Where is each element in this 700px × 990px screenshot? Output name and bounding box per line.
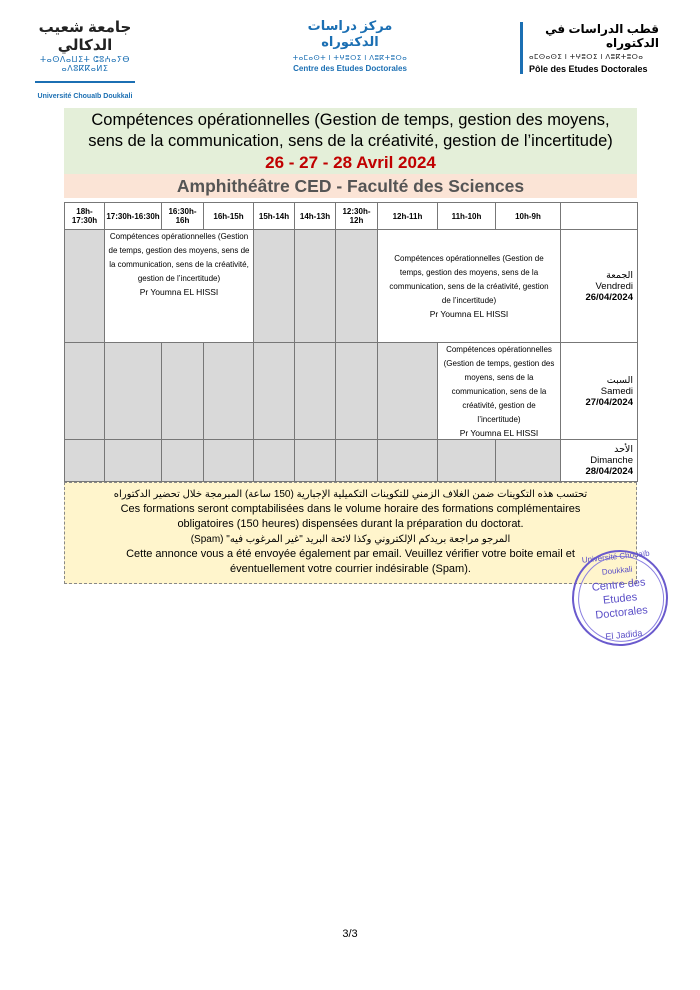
title-banner xyxy=(64,108,637,198)
event-location: Amphithéâtre CED - Faculté des Sciences xyxy=(64,174,637,198)
day-french: Samedi xyxy=(600,385,633,397)
official-stamp xyxy=(567,545,673,651)
empty-slot xyxy=(254,230,295,343)
university-logo xyxy=(30,18,140,100)
empty-slot xyxy=(378,440,438,482)
empty-slot xyxy=(162,440,204,482)
empty-slot xyxy=(204,343,254,440)
table-row-friday xyxy=(65,230,638,343)
header-cell: 15h-14h xyxy=(254,203,295,230)
header-cell: 16:30h-16h xyxy=(162,203,204,230)
ped-logo xyxy=(520,22,659,74)
header-row xyxy=(65,203,638,230)
empty-slot xyxy=(378,343,438,440)
day-arabic: الأحد xyxy=(614,444,633,455)
empty-slot xyxy=(496,440,561,482)
empty-slot xyxy=(295,230,336,343)
day-french: Dimanche xyxy=(590,455,633,466)
stamp-ring-text: Université Chouaïb Doukkali xyxy=(581,548,650,577)
event-dates: 26 - 27 - 28 Avril 2024 xyxy=(265,153,436,172)
notice-box xyxy=(64,482,637,584)
empty-slot xyxy=(65,343,105,440)
empty-slot xyxy=(336,440,378,482)
session-presenter: Pr Youmna EL HISSI xyxy=(139,287,219,297)
university-name-tifinagh: ⵜⴰⵙⴷⴰⵡⵉⵜ ⵛⵓⵄⴰⵢⴱ ⴰⴷⵓⴽⴽⴰⵍⵉ xyxy=(40,55,130,73)
ced-name-arabic: مركز دراسات الدكتوراه xyxy=(307,18,393,49)
day-arabic: السبت xyxy=(606,374,633,386)
notice-french-1: Ces formations seront comptabilisées dans le volume horaire des formations complémentaires obligatoires (150 heures) dispensées durant la préparation du doctorat. xyxy=(120,503,581,530)
table-row-sunday xyxy=(65,440,638,482)
schedule-table xyxy=(64,202,638,482)
university-emblem-icon xyxy=(35,75,135,93)
header-cell: 12h-11h xyxy=(378,203,438,230)
empty-slot xyxy=(254,343,295,440)
empty-slot xyxy=(336,343,378,440)
stamp-city: El Jadida xyxy=(604,627,643,642)
notice-arabic-2: المرجو مراجعة بريدكم الإلكتروني وكذا لائحة البريد "غير المرغوب فيه" (Spam) xyxy=(190,534,511,545)
university-name-arabic: جامعة شعيب الدكالي xyxy=(38,19,132,54)
session-saturday-morning xyxy=(438,343,561,440)
banner-title-block xyxy=(64,108,637,174)
university-name-french: Université Chouaïb Doukkali xyxy=(37,93,133,100)
header-cell: 12:30h-12h xyxy=(336,203,378,230)
empty-slot xyxy=(65,440,105,482)
table-row-saturday xyxy=(65,343,638,440)
session-title: Compétences opérationnelles (Gestion de temps, gestion des moyens, sens de la communication, sens de la créativité, gestion de l’incertitude) xyxy=(108,232,250,283)
stamp-center-text: Centre des Etudes Doctorales xyxy=(591,576,649,622)
title-line-2: sens de la communication, sens de la créativité, gestion de l’incertitude) xyxy=(88,132,613,150)
day-cell-friday xyxy=(561,230,638,343)
header-cell: 14h-13h xyxy=(295,203,336,230)
empty-slot xyxy=(105,343,162,440)
session-friday-afternoon xyxy=(105,230,254,343)
empty-slot xyxy=(295,343,336,440)
session-presenter: Pr Youmna EL HISSI xyxy=(429,309,509,319)
ced-name-tifinagh: ⵜⴰⵎⴰⵙⵜ ⵏ ⵜⵖⵓⵔⵉ ⵏ ⴷⵓⴽⵜⵓⵔⴰ xyxy=(292,55,408,62)
ced-name-french: Centre des Etudes Doctorales xyxy=(293,64,407,73)
ped-name-arabic: قطب الدراسات في الدكتوراه xyxy=(545,22,659,50)
session-title: Compétences opérationnelles (Gestion de temps, gestion des moyens, sens de la communication, sens de la créativité, gestion de l’incertitude) xyxy=(443,345,555,424)
header-cell: 17:30h-16:30h xyxy=(105,203,162,230)
ped-name-french: Pôle des Etudes Doctorales xyxy=(529,64,648,74)
day-cell-saturday xyxy=(561,343,638,440)
notice-arabic-1: تحتسب هذه التكوينات ضمن الغلاف الزمني للتكوينات التكميلية الإجبارية (150 ساعة) المبرمجة خلال تحضير الدكتوراه xyxy=(113,489,588,500)
header-cell: 16h-15h xyxy=(204,203,254,230)
ped-name-tifinagh: ⴰⵎⵙⴰⵙⵉ ⵏ ⵜⵖⵓⵔⵉ ⵏ ⴷⵓⴽⵜⵓⵔⴰ xyxy=(529,54,644,61)
empty-slot xyxy=(295,440,336,482)
empty-slot xyxy=(204,440,254,482)
empty-slot xyxy=(105,440,162,482)
day-date: 28/04/2024 xyxy=(585,466,633,477)
session-title: Compétences opérationnelles (Gestion de temps, gestion des moyens, sens de la communication, sens de la créativité, gestion de l’incertitude) xyxy=(389,254,549,305)
empty-slot xyxy=(65,230,105,343)
notice-french-2: Cette annonce vous a été envoyée également par email. Veuillez vérifier votre boite email et éventuellement votre courrier indésirable (Spam). xyxy=(126,548,575,575)
page-number: 3/3 xyxy=(342,928,358,940)
empty-slot xyxy=(336,230,378,343)
day-arabic: الجمعة xyxy=(606,269,633,281)
header-cell: 11h-10h xyxy=(438,203,496,230)
title-line-1: Compétences opérationnelles (Gestion de temps, gestion des moyens, xyxy=(91,111,610,129)
session-presenter: Pr Youmna EL HISSI xyxy=(459,428,539,438)
header-cell-day xyxy=(561,203,638,230)
header-cell: 10h-9h xyxy=(496,203,561,230)
empty-slot xyxy=(254,440,295,482)
day-date: 27/04/2024 xyxy=(585,396,633,408)
session-friday-morning xyxy=(378,230,561,343)
day-cell-sunday xyxy=(561,440,638,482)
empty-slot xyxy=(162,343,204,440)
day-date: 26/04/2024 xyxy=(585,291,633,303)
empty-slot xyxy=(438,440,496,482)
header-cell: 18h-17:30h xyxy=(65,203,105,230)
ced-logo xyxy=(280,18,420,73)
day-french: Vendredi xyxy=(595,280,633,292)
